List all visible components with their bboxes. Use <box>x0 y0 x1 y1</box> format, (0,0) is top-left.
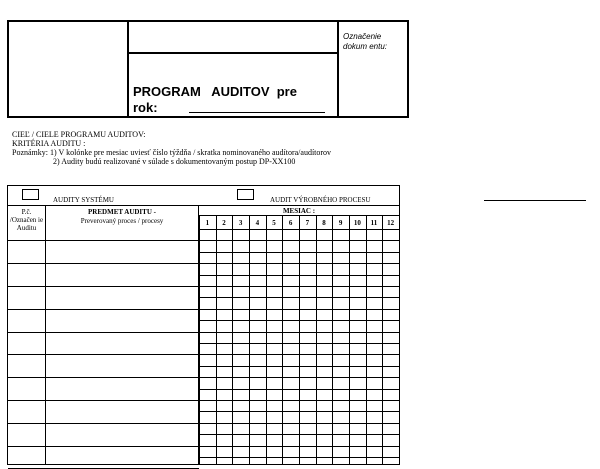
entry-row-line <box>8 377 199 378</box>
criteria-label: KRITÉRIA AUDITU : <box>12 139 86 148</box>
month-row-line <box>199 263 399 264</box>
month-row-line <box>199 332 399 333</box>
month-number-7: 7 <box>305 219 310 227</box>
month-row-line <box>199 366 399 367</box>
entry-row-line <box>8 400 199 401</box>
side-line <box>484 200 586 201</box>
title-line-1: PROGRAM AUDITOV pre <box>133 84 297 99</box>
month-row-line <box>199 377 399 378</box>
month-number-1: 1 <box>205 219 210 227</box>
header-top-cell <box>129 22 339 54</box>
month-number-5: 5 <box>272 219 276 227</box>
subject-column-header: PREDMET AUDITU - <box>88 208 156 216</box>
row-lines <box>8 186 399 465</box>
entry-row-line <box>8 309 199 310</box>
month-row-line <box>199 434 399 435</box>
year-field-line[interactable] <box>189 112 325 113</box>
month-row-line <box>199 320 399 321</box>
month-number-9: 9 <box>338 219 343 227</box>
subject-column-subheader: Preverovaný proces / procesy <box>80 217 164 225</box>
month-number-2: 2 <box>222 219 226 227</box>
month-row-line <box>199 411 399 412</box>
month-row-line <box>199 457 399 458</box>
month-row-line <box>199 286 399 287</box>
entry-row-line <box>8 286 199 287</box>
month-row-line <box>199 354 399 355</box>
month-row-line <box>199 229 399 230</box>
entry-row-line <box>8 263 199 264</box>
audit-table <box>7 185 400 465</box>
title-line-2: rok: <box>133 100 158 115</box>
month-number-8: 8 <box>322 219 326 227</box>
audit-system-label: AUDITY SYSTÉMU <box>53 196 114 204</box>
note-1: Poznámky: 1) V kolónke pre mesiac uviesť číslo týždňa / skratka nominovaného audítora/audítorov <box>12 148 332 157</box>
entry-row-line <box>8 423 199 424</box>
month-row-line <box>199 252 399 253</box>
month-row-line <box>199 389 399 390</box>
month-row-line <box>199 446 399 447</box>
document-id-label: Označenie dokum entu: <box>343 32 388 51</box>
month-row-line <box>199 309 399 310</box>
month-row-line <box>199 400 399 401</box>
entry-row-line <box>8 354 199 355</box>
month-number-12: 12 <box>387 219 395 227</box>
month-number-3: 3 <box>238 219 243 227</box>
entry-row-line <box>8 446 199 447</box>
document-header <box>7 20 409 118</box>
entry-row-line <box>8 332 199 333</box>
number-column-header: P.č. /Označen ie Auditu <box>9 208 44 232</box>
audit-process-label: AUDIT VÝROBNÉHO PROCESU <box>270 196 371 204</box>
month-row-line <box>199 423 399 424</box>
note-2: 2) Audity budú realizované v súlade s dokumentovaným postup DP-XX100 <box>53 157 296 166</box>
title-cell <box>129 54 339 116</box>
month-number-4: 4 <box>255 219 260 227</box>
month-number-10: 10 <box>353 219 361 227</box>
month-row-line <box>199 343 399 344</box>
entry-row-line <box>8 240 199 241</box>
month-row-line <box>199 275 399 276</box>
objectives-label: CIEĽ / CIELE PROGRAMU AUDITOV: <box>12 130 146 139</box>
month-row-line <box>199 297 399 298</box>
month-header: MESIAC : <box>282 207 316 215</box>
month-number-11: 11 <box>370 219 378 227</box>
month-number-6: 6 <box>288 219 293 227</box>
month-row-line <box>199 240 399 241</box>
logo-cell <box>9 22 129 116</box>
